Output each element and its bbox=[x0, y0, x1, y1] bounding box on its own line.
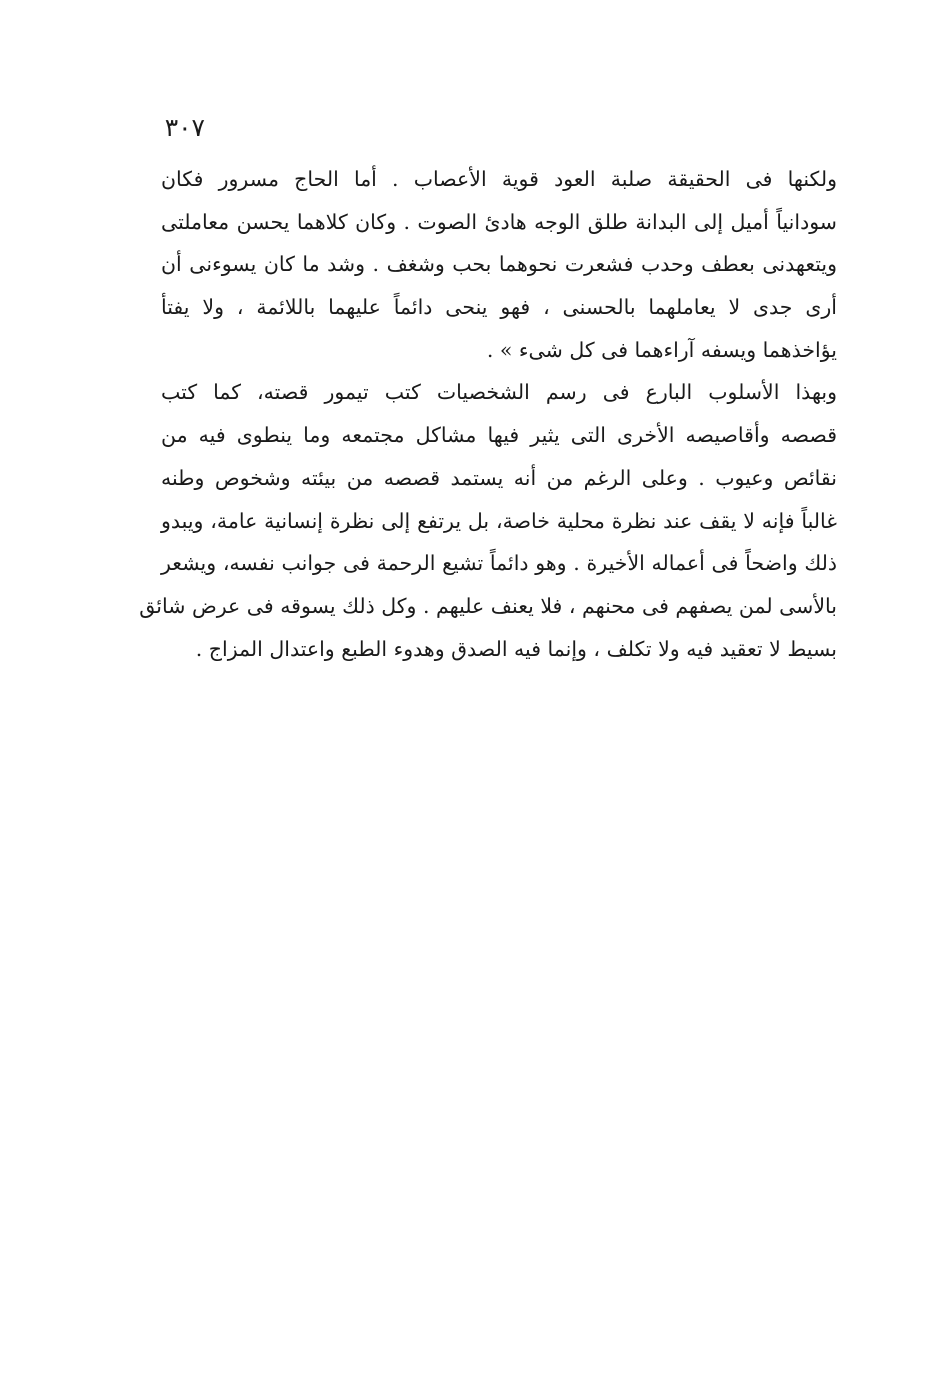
text-line: يؤاخذهما ويسفه آراءهما فى كل شىء » . bbox=[486, 337, 837, 362]
text-line: غالباً فإنه لا يقف عند نظرة محلية خاصة، بل يرتفع إلى نظرة إنسانية عامة، ويبدو bbox=[161, 508, 837, 533]
text-line: بسيط لا تعقيد فيه ولا تكلف ، وإنما فيه الصدق وهدوء الطبع واعتدال المزاج . bbox=[195, 636, 837, 661]
text-line: ذلك واضحاً فى أعماله الأخيرة . وهو دائماً تشيع الرحمة فى جوانب نفسه، ويشعر bbox=[161, 551, 837, 576]
page-number: ٣٠٧ bbox=[164, 113, 205, 142]
text-line: ويتعهدنى بعطف وحدب فشعرت نحوهما بحب وشغف . وشد ما كان يسوءنى أن bbox=[161, 252, 837, 277]
body-text bbox=[139, 158, 837, 670]
text-line: قصصه وأقاصيصه الأخرى التى يثير فيها مشاكل مجتمعه وما ينطوى فيه من bbox=[161, 423, 837, 448]
text-line: وبهذا الأسلوب البارع فى رسم الشخصيات كتب تيمور قصته، كما كتب bbox=[161, 380, 837, 405]
text-line: بالأسى لمن يصفهم فى محنهم ، فلا يعنف عليهم . وكل ذلك يسوقه فى عرض شائق bbox=[139, 593, 837, 618]
text-line: أرى جدى لا يعاملهما بالحسنى ، فهو ينحى دائماً عليهما باللائمة ، ولا يفتأ bbox=[161, 295, 837, 320]
text-line: نقائص وعيوب . وعلى الرغم من أنه يستمد قصصه من بيئته وشخوص وطنه bbox=[161, 465, 837, 490]
text-line: ولكنها فى الحقيقة صلبة العود قوية الأعصاب . أما الحاج مسرور فكان bbox=[161, 167, 837, 191]
paragraph-1 bbox=[161, 158, 837, 371]
paragraph-2 bbox=[139, 371, 837, 670]
text-line: سودانياً أميل إلى البدانة طلق الوجه هادئ الصوت . وكان كلاهما يحسن معاملتى bbox=[161, 209, 837, 234]
